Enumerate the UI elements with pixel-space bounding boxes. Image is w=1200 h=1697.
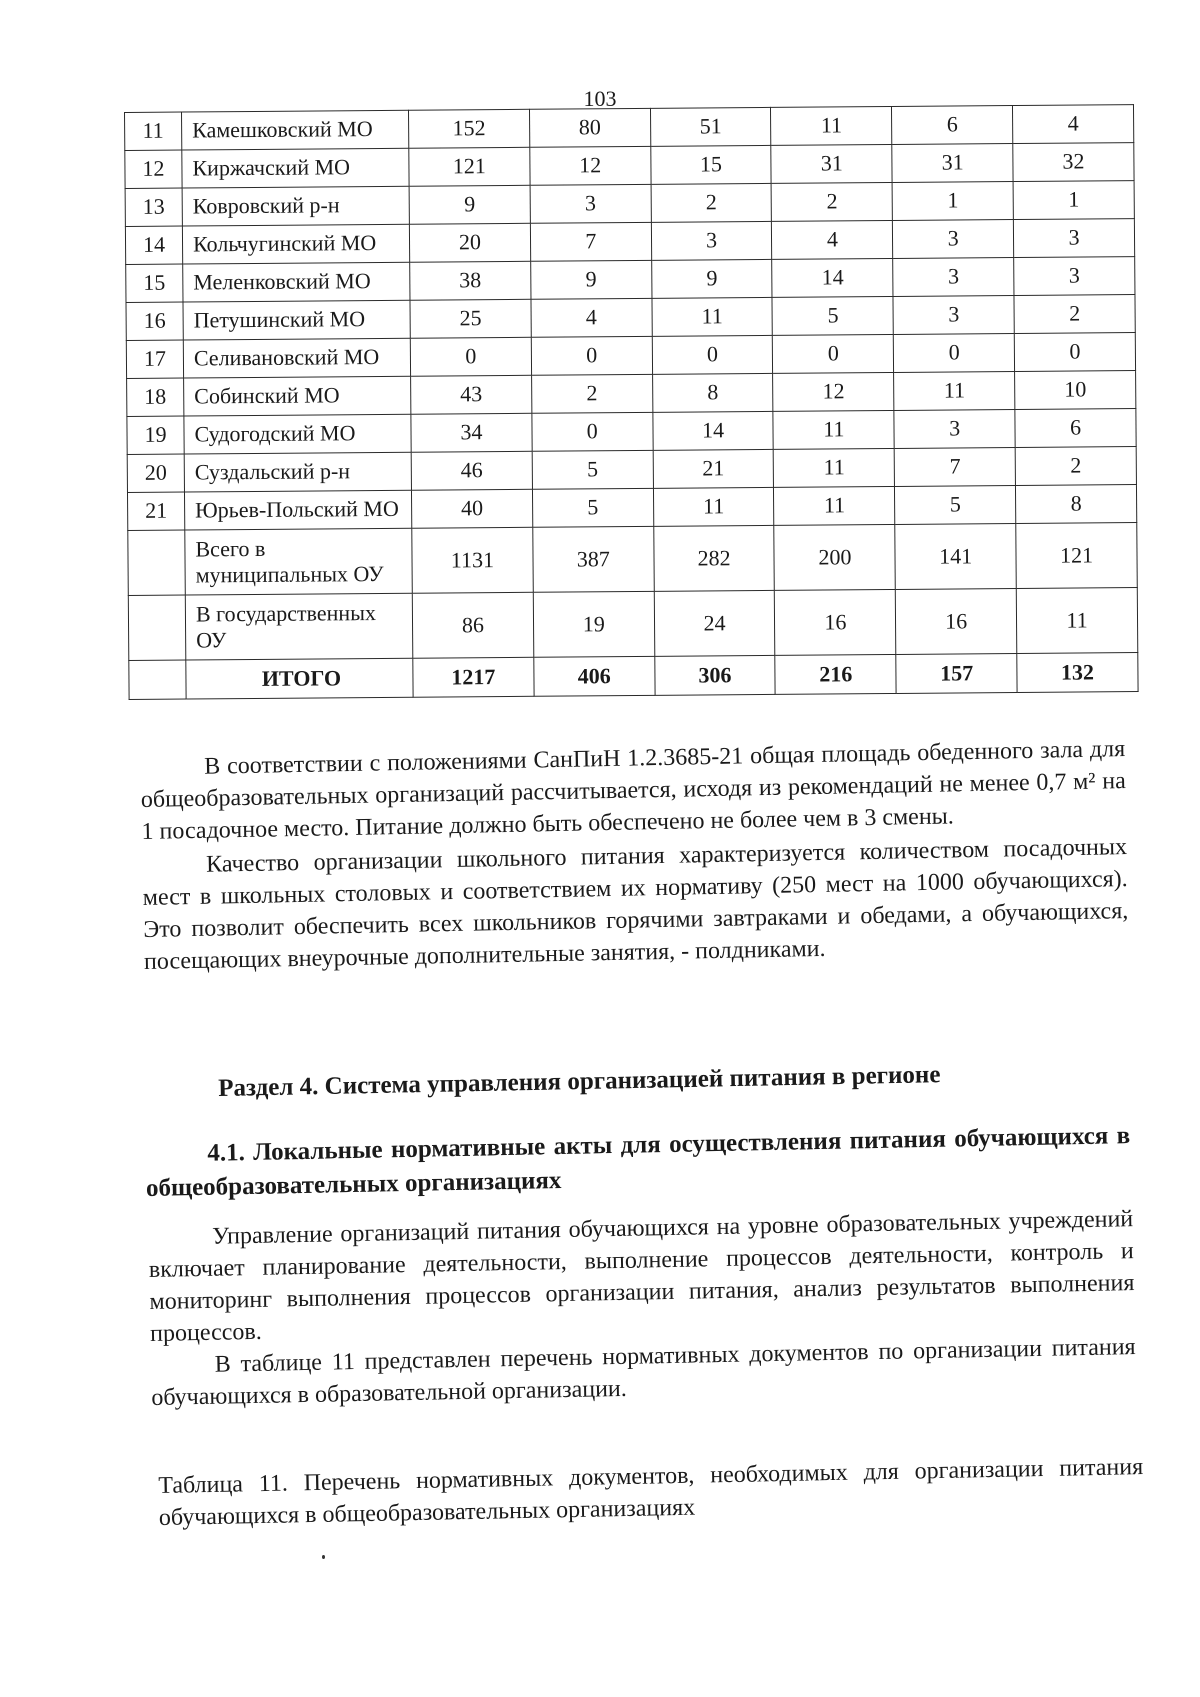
value-cell: 5 xyxy=(532,450,653,489)
value-cell: 34 xyxy=(411,413,532,452)
value-cell: 4 xyxy=(1013,105,1134,144)
data-table-wrapper xyxy=(124,104,1139,700)
row-number-cell: 17 xyxy=(126,340,183,378)
row-name-cell: ИТОГО xyxy=(186,658,413,699)
table-caption xyxy=(158,1451,1144,1534)
row-name-cell: Меленковский МО xyxy=(183,262,410,302)
row-number-cell xyxy=(128,595,186,660)
value-cell: 3 xyxy=(1014,257,1135,296)
value-cell: 2 xyxy=(651,183,772,222)
row-number-cell: 18 xyxy=(127,378,184,416)
value-cell: 157 xyxy=(896,654,1017,694)
value-cell: 46 xyxy=(411,451,532,490)
value-cell: 6 xyxy=(892,106,1013,145)
value-cell: 11 xyxy=(771,106,892,145)
value-cell: 5 xyxy=(532,488,653,527)
table-caption-text: Таблица 11. Перечень нормативных документов, необходимых для организации питания обучающихся в общеобразовательных организациях xyxy=(158,1454,1144,1531)
table-row xyxy=(129,653,1138,700)
value-cell: 1131 xyxy=(412,527,533,593)
value-cell: 43 xyxy=(411,375,532,414)
value-cell: 2 xyxy=(1014,295,1135,334)
value-cell: 32 xyxy=(1013,143,1134,182)
value-cell: 1 xyxy=(1013,181,1134,220)
value-cell: 0 xyxy=(773,334,894,373)
value-cell: 14 xyxy=(653,411,774,450)
paragraph-sanpin: В соответствии с положениями СанПиН 1.2.3685-21 общая площадь обеденного зала для общеобразовательных организаций рассчитывается, исходя из рекомендаций не менее 0,7 м² на 1 посадочное место. Питание должно быть обеспечено не более чем в 3 смены. xyxy=(140,736,1126,845)
value-cell: 152 xyxy=(408,109,529,148)
value-cell: 3 xyxy=(530,184,651,223)
value-cell: 38 xyxy=(410,261,531,300)
value-cell: 14 xyxy=(772,258,893,297)
row-name-cell: Собинский МО xyxy=(184,376,411,416)
value-cell: 5 xyxy=(895,486,1016,525)
value-cell: 31 xyxy=(771,144,892,183)
value-cell: 1217 xyxy=(413,657,534,697)
value-cell: 6 xyxy=(1015,409,1136,448)
row-number-cell xyxy=(128,530,186,595)
value-cell: 0 xyxy=(531,336,652,375)
table-row xyxy=(128,588,1137,661)
value-cell: 11 xyxy=(774,448,895,487)
value-cell: 2 xyxy=(531,374,652,413)
row-name-cell: Ковровский р-н xyxy=(182,186,409,226)
paragraph-quality: Качество организации школьного питания характеризуется количеством посадочных мест в школьных столовых и соответствием их нормативу (250 мест на 1000 обучающихся). Это позволит обеспечить всех школьников горячими завтраками и обедами, а обучающихся, посещающих внеурочные дополнительные занятия, - полдниками. xyxy=(142,834,1129,975)
data-table xyxy=(124,104,1139,700)
row-name-cell: Кольчугинский МО xyxy=(182,224,409,264)
value-cell: 10 xyxy=(1015,371,1136,410)
value-cell: 15 xyxy=(650,145,771,184)
row-name-cell: Петушинский МО xyxy=(183,300,410,340)
value-cell: 406 xyxy=(534,656,655,696)
row-name-cell: Селивановский МО xyxy=(183,338,410,378)
paragraph-block-1 xyxy=(140,733,1129,978)
value-cell: 40 xyxy=(411,489,532,528)
value-cell: 216 xyxy=(775,654,896,694)
row-name-cell: В государственных ОУ xyxy=(185,593,413,660)
row-number-cell: 16 xyxy=(126,302,183,340)
value-cell: 387 xyxy=(533,526,654,592)
value-cell: 3 xyxy=(894,410,1015,449)
value-cell: 4 xyxy=(531,298,652,337)
value-cell: 5 xyxy=(772,296,893,335)
row-number-cell: 20 xyxy=(127,454,184,492)
value-cell: 306 xyxy=(654,655,775,695)
value-cell: 3 xyxy=(893,220,1014,259)
value-cell: 20 xyxy=(409,223,530,262)
subsection-heading-text: 4.1. Локальные нормативные акты для осуществления питания обучающихся в общеобразовательных организациях xyxy=(145,1122,1131,1202)
subsection-heading xyxy=(145,1119,1131,1206)
value-cell: 0 xyxy=(1014,333,1135,372)
value-cell: 80 xyxy=(529,108,650,147)
section-heading: Раздел 4. Система управления организацией питания в регионе xyxy=(218,1061,941,1102)
value-cell: 0 xyxy=(410,337,531,376)
value-cell: 11 xyxy=(652,297,773,336)
value-cell: 9 xyxy=(409,185,530,224)
value-cell: 3 xyxy=(893,296,1014,335)
row-name-cell: Киржачский МО xyxy=(182,148,409,188)
value-cell: 11 xyxy=(894,372,1015,411)
row-number-cell: 19 xyxy=(127,416,184,454)
table-row xyxy=(128,523,1137,596)
value-cell: 0 xyxy=(532,412,653,451)
value-cell: 8 xyxy=(652,373,773,412)
value-cell: 4 xyxy=(772,220,893,259)
value-cell: 121 xyxy=(1016,523,1137,589)
value-cell: 200 xyxy=(774,524,895,590)
value-cell: 282 xyxy=(653,525,774,591)
paragraph-management: Управление организаций питания обучающихся на уровне образовательных учреждений включает планирование деятельности, выполнение процессов деятельности, контроль и мониторинг выполнения процессов организации питания, анализ результатов выполнения процессов. xyxy=(148,1206,1135,1347)
row-name-cell: Юрьев-Польский МО xyxy=(184,490,411,530)
row-number-cell: 15 xyxy=(126,264,183,302)
value-cell: 12 xyxy=(530,146,651,185)
value-cell: 0 xyxy=(652,335,773,374)
value-cell: 7 xyxy=(530,222,651,261)
value-cell: 11 xyxy=(774,486,895,525)
value-cell: 3 xyxy=(651,221,772,260)
row-name-cell: Всего в муниципальных ОУ xyxy=(185,528,413,595)
value-cell: 2 xyxy=(772,182,893,221)
row-name-cell: Камешковский МО xyxy=(182,110,409,150)
value-cell: 1 xyxy=(892,182,1013,221)
value-cell: 51 xyxy=(650,107,771,146)
value-cell: 25 xyxy=(410,299,531,338)
value-cell: 86 xyxy=(412,592,533,658)
row-number-cell: 12 xyxy=(125,150,182,188)
value-cell: 9 xyxy=(531,260,652,299)
value-cell: 2 xyxy=(1015,447,1136,486)
row-number-cell: 13 xyxy=(125,188,182,226)
row-name-cell: Судогодский МО xyxy=(184,414,411,454)
row-number-cell: 11 xyxy=(125,112,182,150)
value-cell: 11 xyxy=(1016,588,1137,654)
value-cell: 7 xyxy=(894,448,1015,487)
value-cell: 132 xyxy=(1017,653,1138,693)
value-cell: 9 xyxy=(651,259,772,298)
value-cell: 19 xyxy=(533,591,654,657)
value-cell: 12 xyxy=(773,372,894,411)
value-cell: 0 xyxy=(894,334,1015,373)
row-number-cell: 21 xyxy=(127,492,184,530)
value-cell: 121 xyxy=(409,147,530,186)
value-cell: 141 xyxy=(895,524,1016,590)
row-name-cell: Суздальский р-н xyxy=(184,452,411,492)
value-cell: 3 xyxy=(1014,219,1135,258)
row-number-cell: 14 xyxy=(125,226,182,264)
value-cell: 21 xyxy=(653,449,774,488)
paragraph-block-2 xyxy=(148,1203,1137,1414)
row-number-cell xyxy=(129,660,186,699)
paragraph-table-ref: В таблице 11 представлен перечень нормативных документов по организации питания обучающихся в образовательной организации. xyxy=(151,1334,1136,1411)
page-number: 103 xyxy=(583,86,617,111)
value-cell: 16 xyxy=(775,589,896,655)
data-table-body xyxy=(125,105,1139,700)
value-cell: 3 xyxy=(893,258,1014,297)
scan-speck xyxy=(322,1555,325,1559)
value-cell: 11 xyxy=(653,487,774,526)
value-cell: 24 xyxy=(654,590,775,656)
value-cell: 31 xyxy=(892,144,1013,183)
value-cell: 11 xyxy=(773,410,894,449)
value-cell: 16 xyxy=(896,589,1017,655)
value-cell: 8 xyxy=(1016,485,1137,524)
